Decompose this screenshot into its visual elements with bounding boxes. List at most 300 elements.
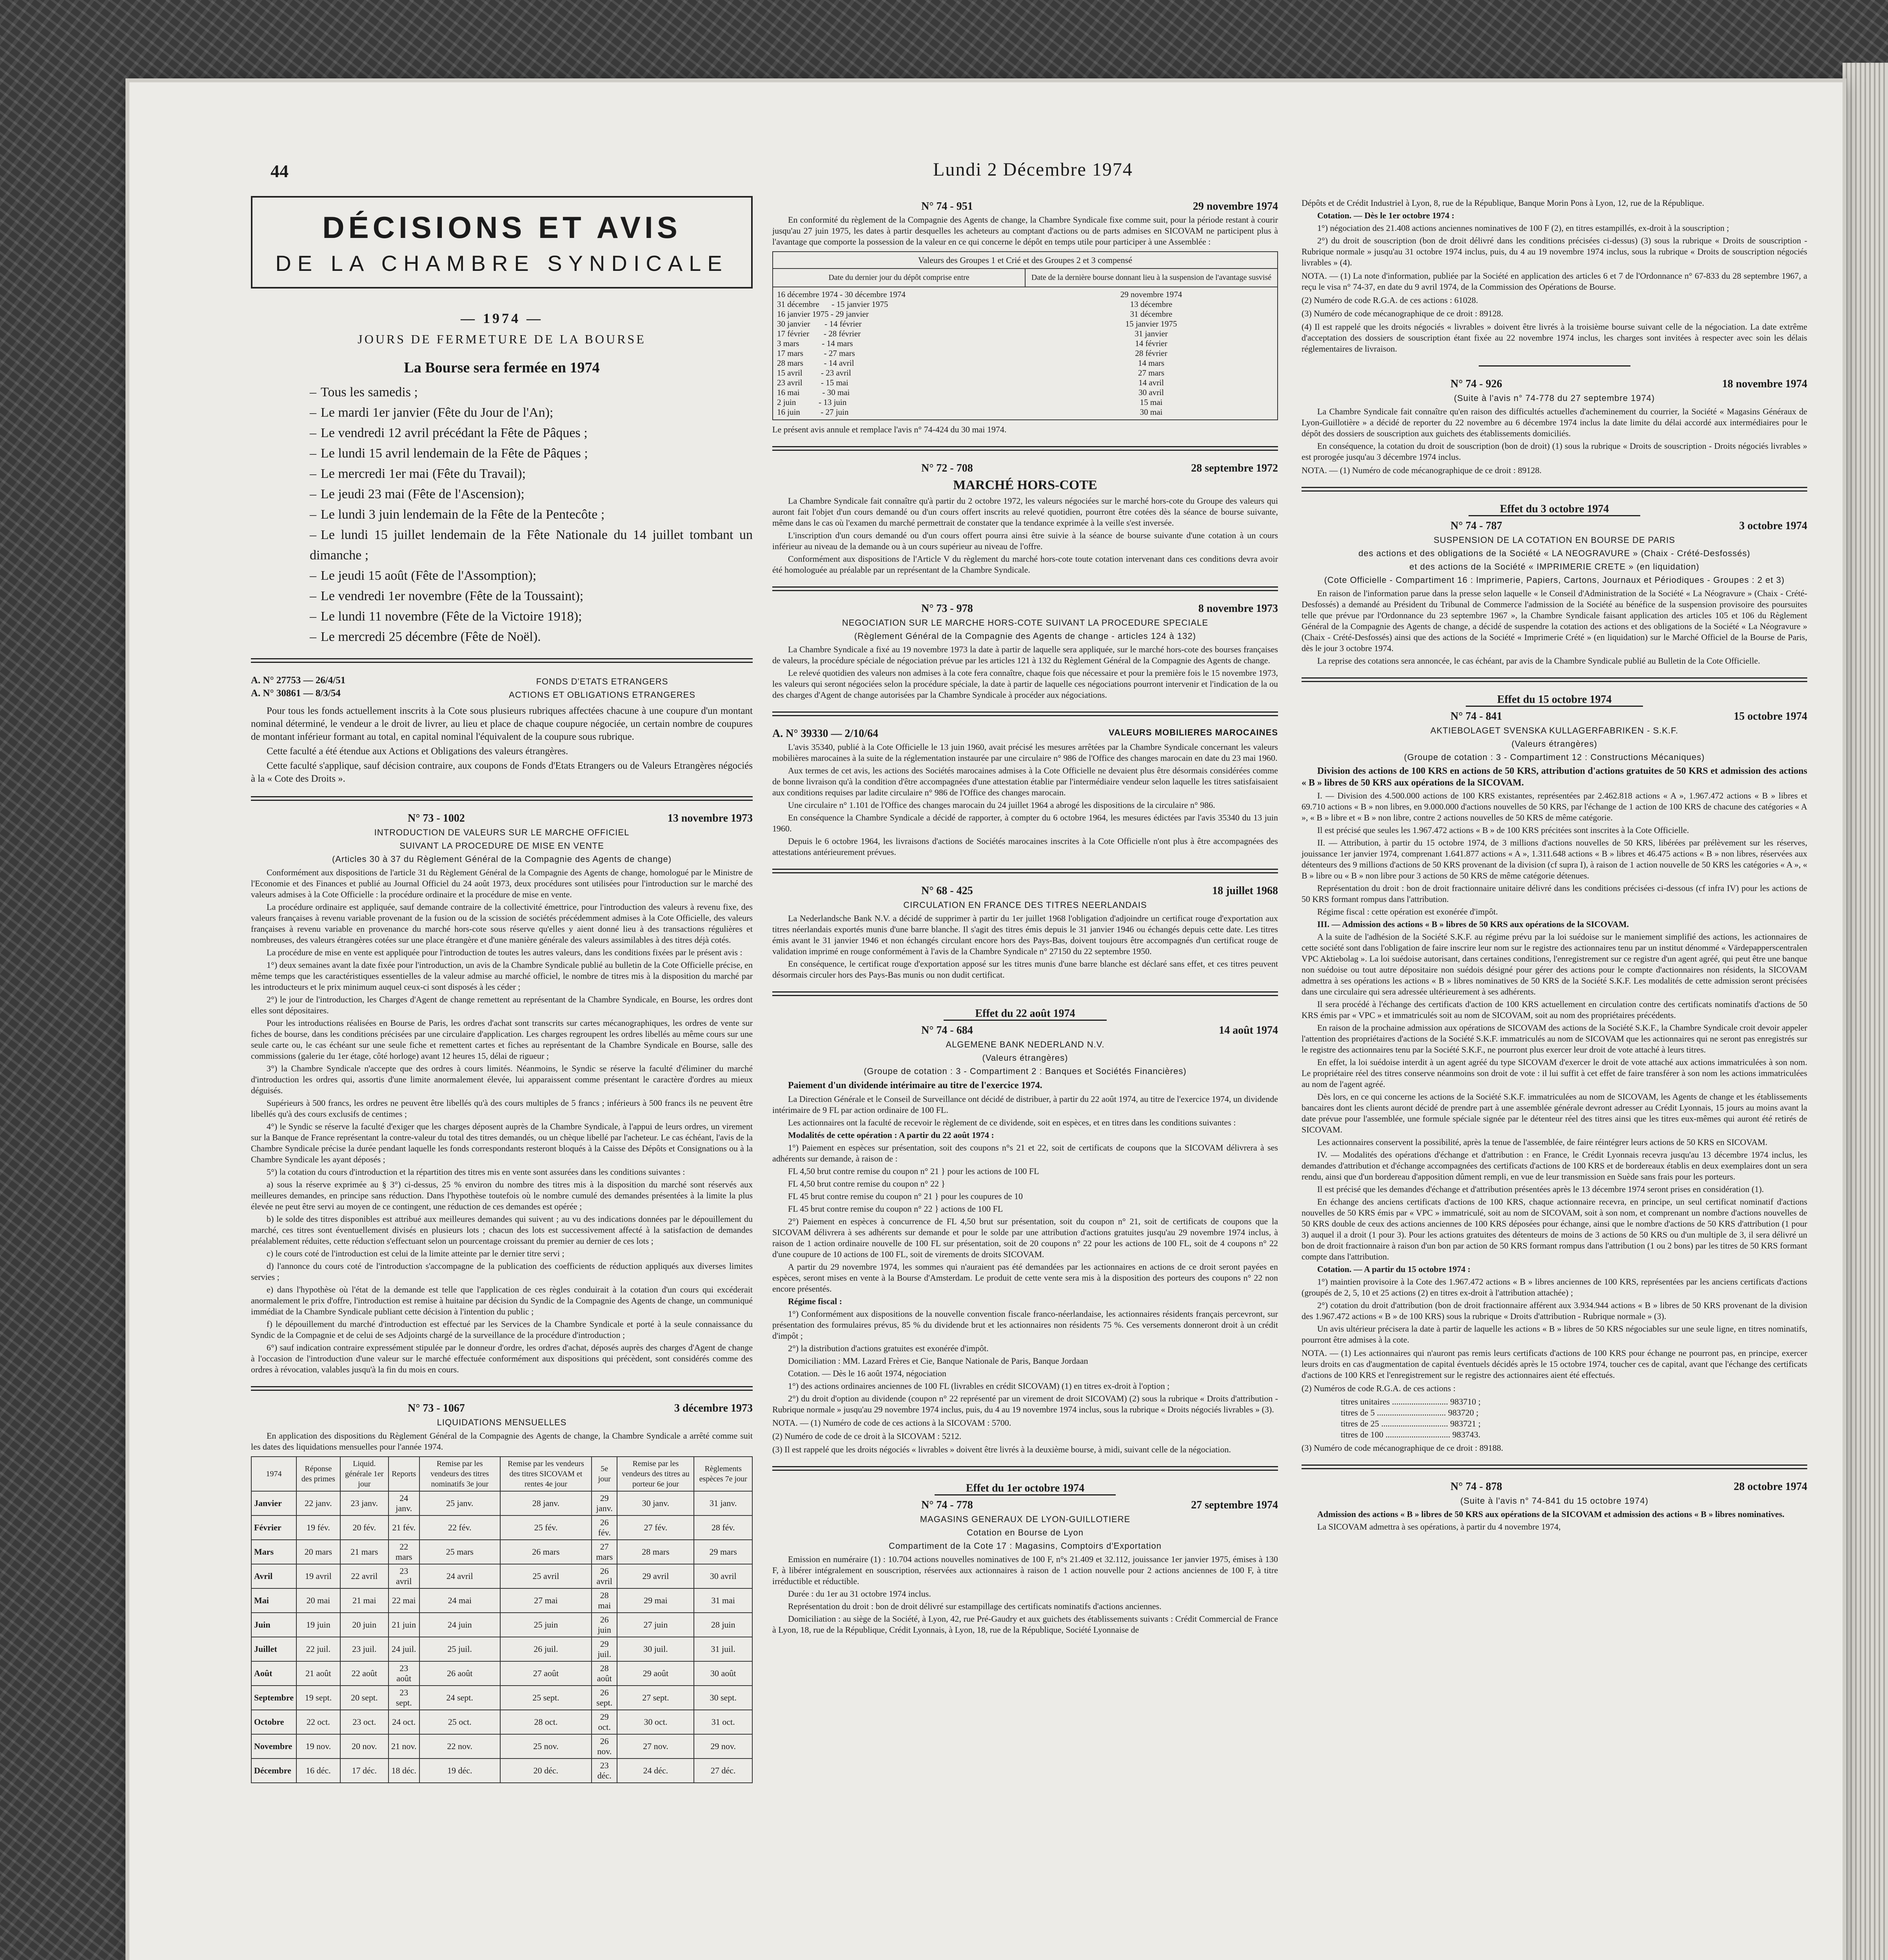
avis-header	[772, 602, 1278, 615]
avis-date: 28 septembre 1972	[1191, 462, 1278, 474]
table-cell: 25 avril	[500, 1564, 592, 1588]
avis-date: 18 novembre 1974	[1722, 378, 1807, 390]
fonds-header	[251, 674, 753, 703]
avis-title: SUSPENSION DE LA COTATION EN BOURSE DE PARIS	[1433, 535, 1676, 545]
avis-paragraph: A la suite de l'adhésion de la Société S.K.F. au régime prévu par la loi suédoise sur le maniement simplifié des actions, les actionnaires de cette société sont dans l'obligation de faire inscrire leur nom sur le registre des actionnaires tenu par un institut dénommé « Värdepapperscentralen VPC Aktiebolag ». La loi suédoise autorisant, dans certaines conditions, l'enregistrement sur ce registre d'un agent agréé, qui peut être une banque non suédoise ou tout autre dépositaire non suédois désigné pour gérer des actions pour le compte d'actionnaires non résidents, la SICOVAM admettra à ses opérations les actions « B » libres nominatives de 50 KRS de la Société S.K.F. Les modalités de cette admission seront précisées dans une circulaire qui sera adressée ultérieurement à ses adhérents.	[1302, 932, 1807, 996]
effet-heading: Effet du 1er octobre 1974	[772, 1482, 1278, 1495]
table-cell: 23 janv.	[340, 1491, 388, 1515]
table-cell: 22 nov.	[419, 1734, 500, 1759]
table-row	[251, 1588, 752, 1613]
table-cell: 27 août	[500, 1661, 592, 1686]
table-cell: 28 fév.	[694, 1515, 752, 1540]
avis-paragraph: Conformément aux dispositions de l'article 31 du Règlement Général de la Compagnie des Agents de change, homologué par le Ministre de l'Economie et des Finances et publié au Journal Officiel du 24 août 1973, deux procédures sont utilisées pour l'introduction sur le marché des valeurs admises à la Cote Officielle : la procédure ordinaire et la procédure de mise en vente.	[251, 867, 753, 899]
table-cell: 25 juil.	[419, 1637, 500, 1661]
avis-note: NOTA. — (1) Numéro de code de ces actions à la SICOVAM : 5700.	[772, 1418, 1011, 1428]
table-row	[251, 1686, 752, 1710]
avis-paragraph: IV. — Modalités des opérations d'échange et d'attribution : en France, le Crédit Lyonnais recevra jusqu'au 13 décembre 1974 inclus, les demandes d'attribution et d'échange accompagnées des certificats d'actions de 100 KRS et de bordereaux établis en deux exemplaires dont un sera rendu, ainsi que d'un bordereau d'apposition dûment rempli, en vue de leur transmission en Suède sans frais pour les porteurs.	[1302, 1150, 1807, 1181]
avis-paragraph: Régime fiscal : cette opération est exonérée d'impôt.	[1317, 907, 1498, 916]
book-page-edges	[1843, 63, 1888, 1960]
table-cell: 19 avril	[296, 1564, 340, 1588]
table-cell: 30 août	[694, 1661, 752, 1686]
avis-header	[251, 812, 753, 825]
section-divider	[251, 658, 753, 663]
avis-paragraph: d) l'annonce du cours coté de l'introduction s'accompagne de la publication des coefficients de réduction appliqués aux diverses limites servies ;	[251, 1261, 753, 1282]
avis-date: 3 décembre 1973	[674, 1402, 753, 1414]
short-divider	[1479, 365, 1630, 367]
avis-paragraph: En raison de la prochaine admission aux opérations de SICOVAM des actions de la Société S.K.F., la Chambre Syndicale croit devoir appeler l'attention des propriétaires d'actions de la Société S.K.F. immatriculés au nom de SICOVAM que les actionnaires qui ne seront pas enregistrés sur le registre des actionnaires tenu par la Société S.K.F., ne pourront plus exercer leur droit de vote attaché à leurs titres.	[1302, 1023, 1807, 1054]
avis-note: (4) Il est rappelé que les droits négociés « livrables » doivent être livrés à la troisième bourse suivant celle de la négociation. La date extrême d'acceptation des dossiers de souscription étant fixée au 22 novembre 1974 inclus, les charges sont invitées à respecter avec soin les délais réglementaires de livraison.	[1302, 322, 1807, 354]
effet-heading: Effet du 22 août 1974	[772, 1007, 1278, 1020]
avis-note: (2) Numéros de code R.G.A. de ces actions :	[1302, 1383, 1456, 1393]
avis-paragraph: 2°) le jour de l'introduction, les Charges d'Agent de change remettent au représentant de la Chambre Syndicale, en Bourse, les ordres dont elles sont dépositaires.	[251, 995, 753, 1015]
table-cell: 27 juin	[617, 1613, 694, 1637]
table-cell: 27 fév.	[617, 1515, 694, 1540]
column-3	[1302, 196, 1807, 1534]
avis-number: A. N° 39330 — 2/10/64	[772, 728, 879, 740]
avis-paragraph: 4°) le Syndic se réserve la faculté d'exiger que les charges déposent auprès de la Chambre Syndicale, à l'appui de leurs ordres, un virement sur la Banque de France représentant la contre-valeur du total des titres demandés, ou un chèque libellé par l'acheteur. Le cas échéant, l'avis de la Chambre Syndicale précise la durée pendant laquelle les fonds correspondants resteront bloqués à la Caisse des Dépôts et Consignations ou à la Chambre Syndicale les ayant déposés ;	[251, 1122, 753, 1164]
section-divider	[772, 586, 1278, 591]
table-cell: 27 mars	[592, 1540, 617, 1564]
table-header: Règlements espèces 7e jour	[694, 1457, 752, 1491]
table-cell: 26 nov.	[592, 1734, 617, 1759]
table-cell: 22 juil.	[296, 1637, 340, 1661]
table-cell: 20 juin	[340, 1613, 388, 1637]
table-cell: 19 nov.	[296, 1734, 340, 1759]
holiday-item: – Le lundi 11 novembre (Fête de la Victoire 1918);	[310, 609, 582, 624]
avis-paragraph: FL 45 brut contre remise du coupon n° 21 } pour les coupures de 10	[788, 1191, 1023, 1201]
avis-title: CIRCULATION EN FRANCE DES TITRES NEERLANDAIS	[903, 900, 1147, 910]
avis-number: N° 74 - 778	[921, 1499, 973, 1511]
fonds-paragraph: Pour tous les fonds actuellement inscrits à la Cote sous plusieurs rubriques affectées chacune à une coupure d'un montant nominal déterminé, le vendeur a le droit de livrer, au lieu et place de chaque coupure négociée, un certain nombre de coupures de montant inférieur formant au total, en capital nominal l'équivalent de la coupure sous rubrique.	[251, 706, 753, 742]
avis-date: 8 novembre 1973	[1198, 603, 1278, 615]
table-cell: 20 mars	[296, 1540, 340, 1564]
avis-paragraph: L'inscription d'un cours demandé ou d'un cours offert pourra ainsi être suivie à la séance de bourse suivante d'une cotation à un cours inférieur au niveau de la demande ou à un cours supérieur au niveau de l'offre.	[772, 530, 1278, 551]
table-row-month: Juillet	[251, 1637, 296, 1661]
avis-subtitle: et des actions de la Société « IMPRIMERIE CRETE » (en liquidation)	[1409, 562, 1699, 572]
avis-paragraph: III. — Admission des actions « B » libres de 50 KRS aux opérations de la SICOVAM.	[1317, 919, 1629, 929]
table-row	[251, 1734, 752, 1759]
avis-paragraph: II. — Attribution, à partir du 15 octobre 1974, de 3 millions d'actions nouvelles de 50 KRS, libérées par prélèvement sur les réserves, jouissance 1er janvier 1974, comprenant 1.641.877 actions « A », 1.311.648 actions « B » libres et 46.475 actions « B » non libres, réservées aux détenteurs des 9 millions d'actions de 50 KRS provenant de la division (cf supra I), à raison de 1 action nouvelle de 50 KRS les catégories « A », « B » libre ou « B » non libre pour 3 actions de 50 KRS de même catégorie détenues.	[1302, 838, 1807, 880]
table-row-month: Mai	[251, 1588, 296, 1613]
avis-bold-subtitle: Paiement d'un dividende intérimaire au titre de l'exercice 1974.	[788, 1080, 1042, 1091]
avis-paragraph: 6°) sauf indication contraire expressément stipulée par le donneur d'ordre, les ordres d'achat, déposés auprès des charges d'Agent de change à l'occasion de l'introduction d'une valeur sur le marché effectuée conformément aux dispositions qui précèdent, sont considérés comme des ordres à révocation, valables jusqu'à la fin du mois en cours.	[251, 1343, 753, 1374]
table-cell: 29 août	[617, 1661, 694, 1686]
section-divider	[772, 869, 1278, 873]
page-date: Lundi 2 Décembre 1974	[933, 159, 1133, 180]
table-cell: 29 mai	[617, 1588, 694, 1613]
column-1	[251, 196, 753, 1783]
table-cell: 16 déc.	[296, 1759, 340, 1783]
avis-paragraph: c) le cours coté de l'introduction est celui de la limite atteinte par le dernier titre servi ;	[267, 1249, 565, 1258]
avis-paragraph: Un avis ultérieur précisera la date à partir de laquelle les actions « B » libres de 50 KRS négociables sur une seule ligne, en titres nominatifs, pourront être admises à la cote.	[1302, 1324, 1807, 1345]
table-cell: 20 fév.	[340, 1515, 388, 1540]
avis-title: VALEURS MOBILIERES MAROCAINES	[1109, 728, 1278, 737]
table-cell: 25 mars	[419, 1540, 500, 1564]
avis-paragraph: FL 4,50 brut contre remise du coupon n° 21 } pour les actions de 100 FL	[788, 1166, 1039, 1176]
avis-paragraph: Représentation du droit : bon de droit fractionnaire unitaire délivré dans les conditions précisées ci-dessous (cf infra IV) pour les actions de 50 KRS formant rompus dans l'attribution.	[1302, 883, 1807, 904]
avis-paragraph: Les actionnaires conservent la possibilité, après la tenue de l'assemblée, de faire réintégrer leurs actions de 50 KRS en SICOVAM.	[1317, 1137, 1768, 1147]
avis-paragraph: 2°) du droit d'option au dividende (coupon n° 22 représenté par un virement de droit SICOVAM) (2) sous la rubrique « Droits d'attribution - Rubrique normale » jusqu'au 29 novembre 1974 inclus, puis, du 4 au 19 novembre 1974 inclus, sous la rubrique « Droits négociés livrables » (3).	[772, 1394, 1278, 1414]
avis-paragraph: En conséquence la Chambre Syndicale a décidé de rapporter, à compter du 6 octobre 1964, les mesures édictées par l'avis 35340 du 13 juin 1960.	[772, 813, 1278, 833]
avis-paragraph: Il est précisé que les demandes d'échange et d'attribution présentées après le 13 décembre 1974 seront prises en considération (1).	[1317, 1184, 1764, 1194]
avis-title: AKTIEBOLAGET SVENSKA KULLAGERFABRIKEN - S.K.F.	[1430, 726, 1679, 735]
table-header: Réponse des primes	[296, 1457, 340, 1491]
table-cell: 18 déc.	[388, 1759, 419, 1783]
avis-title: MARCHÉ HORS-COTE	[953, 478, 1097, 492]
avis-paragraph: 1°) maintien provisoire à la Cote des 1.967.472 actions « B » libres anciennes de 100 KRS, représentées par les anciens certificats d'actions (groupés de 2, 5, 10 et 25 actions (2) en titres ex-droit à l'attribution attachée) ;	[1302, 1277, 1807, 1298]
table-cell: 31 janv.	[694, 1491, 752, 1515]
avis-paragraph: Représentation du droit : bon de droit délivré sur estampillage des certificats nominatifs d'actions anciennes.	[788, 1601, 1162, 1611]
table-cell: 28 mai	[592, 1588, 617, 1613]
effet-heading: Effet du 3 octobre 1974	[1302, 503, 1807, 515]
holiday-item: – Le mercredi 1er mai (Fête du Travail);	[310, 466, 526, 481]
table-cell: 24 mai	[419, 1588, 500, 1613]
table-cell: 19 déc.	[419, 1759, 500, 1783]
avis-date: 14 août 1974	[1219, 1024, 1278, 1036]
holiday-item: – Le vendredi 12 avril précédant la Fête de Pâques ;	[310, 426, 588, 440]
table-cell: 20 sept.	[340, 1686, 388, 1710]
avis-paragraph: 1°) Conformément aux dispositions de la nouvelle convention fiscale franco-néerlandaise, les actionnaires résidents français percevront, sur présentation des formulaires prévus, 85 % du dividende brut et les actionnaires non résidents 75 %. Ces versements donneront droit à un crédit d'impôt ;	[772, 1309, 1278, 1341]
avis-paragraph: En échange des anciens certificats d'actions de 100 KRS, chaque actionnaire recevra, en principe, un seul certificat nominatif d'actions nouvelles de 50 KRS émis par « VPC » immatriculé, soit au nom de SICOVAM, soit à son nom, et comprenant un nombre d'actions nouvelles de 50 KRS double de ceux des actions anciennes de 100 KRS déposées pour échange, ainsi que le nombre d'actions de 50 KRS d'attribution (1 pour 3) auquel il a droit (1 pour 3). Pour les actions gratuites des détenteurs de moins de 3 actions de 50 KRS ou d'un multiple de 3, il sera délivré un bon de droit fractionnaire à raison d'un bon par action de 50 KRS formant rompus dans l'attribution (1 ou 2 bons) par les titres de 50 KRS formant compte dans l'attribution.	[1302, 1197, 1807, 1261]
avis-paragraph: Pour les introductions réalisées en Bourse de Paris, les ordres d'achat sont transcrits sur cartes mécanographiques, les ordres de vente sur fiches de bourse, dans les conditions précisées par une circulaire d'application. Les charges regroupent les ordres libellés au même cours sur une seule carte ou, le cas échéant sur une seule fiche et remettent cartes et fiches au représentant de la Chambre Syndicale en Bourse, salle des commissions (galerie du 1er étage, côté horloge) avant 12 heures 15, délai de rigueur ;	[251, 1018, 753, 1061]
avis-paragraph: 3°) la Chambre Syndicale n'accepte que des ordres à cours limités. Néanmoins, le Syndic se réserve la faculté d'éliminer du marché d'introduction les ordres qui, assortis d'une limite anormalement élevée, lui apparaissent comme présentant le caractère d'ordres au mieux déguisés.	[251, 1063, 753, 1095]
avis-paragraph: f) le dépouillement du marché d'introduction est effectué par les Services de la Chambre Syndicale et porté à la seule connaissance du Syndic de la Compagnie et de celui de ses Adjoints chargé de la surveillance de la procédure d'introduction ;	[251, 1319, 753, 1340]
avis-title: NEGOCIATION SUR LE MARCHE HORS-COTE SUIVANT LA PROCEDURE SPECIALE	[842, 618, 1209, 628]
table-header: 5e jour	[592, 1457, 617, 1491]
avis-header	[772, 1499, 1278, 1512]
table-cell: 21 nov.	[388, 1734, 419, 1759]
holiday-item: – Le lundi 15 juillet lendemain de la Fête Nationale du 14 juillet tombant un dimanche ;	[310, 528, 753, 563]
table-cell: 22 fév.	[419, 1515, 500, 1540]
table-row	[251, 1540, 752, 1564]
main-subtitle: DE LA CHAMBRE SYNDICALE	[275, 251, 728, 276]
avis-paragraph: FL 45 brut contre remise du coupon n° 22 } actions de 100 FL	[788, 1204, 1003, 1214]
table-cell: 21 août	[296, 1661, 340, 1686]
avis-paragraph: 5°) la cotation du cours d'introduction et la répartition des titres mis en vente sont assurées dans les conditions suivantes :	[267, 1167, 685, 1177]
table-cell: 25 oct.	[419, 1710, 500, 1734]
avis-note: NOTA. — (1) Numéro de code mécanographique de ce droit : 89128.	[1302, 465, 1542, 475]
table-header: Liquid. générale 1er jour	[340, 1457, 388, 1491]
avis-number: N° 74 - 841	[1450, 710, 1502, 722]
table-cell: 28 août	[592, 1661, 617, 1686]
avis-paragraph: En effet, la loi suédoise interdit à un agent agréé du type SICOVAM d'exercer le droit de vote attaché aux actions immatriculées à son nom. Le propriétaire réel des titres conserve néanmoins son droit de vote : il lui suffit à cet effet de faire transférer à son nom les actions immatriculées au nom de l'agent agréé.	[1302, 1057, 1807, 1089]
fonds-title-1: FONDS D'ETATS ETRANGERS	[536, 677, 668, 686]
table-header-row	[251, 1457, 752, 1491]
avis-paragraph: L'avis 35340, publié à la Cote Officielle le 13 juin 1960, avait précisé les mesures arrêtées par la Chambre Syndicale concernant les valeurs mobilières marocaines à la suite de la réglementation instaurée par une circulaire n° 986 de l'Office des changes marocain en date du 23 mai 1960.	[772, 742, 1278, 763]
avis-paragraph: A partir du 29 novembre 1974, les sommes qui n'auraient pas été demandées par les actionnaires en actions de ce droit seront payées en espèces, seront mises en vente à la Bourse d'Amsterdam. Le produit de cette vente sera mis à la disposition des porteurs des coupons n° 22 non encore présentés.	[772, 1262, 1278, 1294]
avis-paragraph: 1°) deux semaines avant la date fixée pour l'introduction, un avis de la Chambre Syndicale publié au bulletin de la Cote Officielle précise, en même temps que les caractéristiques essentielles de la valeur admise au marché officiel, le nombre de titres mis à la disposition du marché par les introducteurs et le prix minimum auquel ceux-ci sont disposés à les céder ;	[251, 960, 753, 992]
table-cell: 26 juin	[592, 1613, 617, 1637]
avis-number: N° 68 - 425	[921, 885, 973, 897]
table-cell: 23 avril	[388, 1564, 419, 1588]
section-divider	[772, 991, 1278, 996]
table-row	[251, 1564, 752, 1588]
table-cell: 31 oct.	[694, 1710, 752, 1734]
avis-header	[251, 1402, 753, 1415]
table-cell: 28 mars	[617, 1540, 694, 1564]
avis-number: N° 73 - 1067	[408, 1402, 465, 1414]
table-header: Remise par les vendeurs des titres nominatifs 3e jour	[419, 1457, 500, 1491]
avis-header	[1302, 710, 1807, 723]
table-cell: 21 mai	[340, 1588, 388, 1613]
holiday-item: – Le lundi 15 avril lendemain de la Fête de Pâques ;	[310, 446, 588, 461]
avis-note: (3) Il est rappelé que les droits négociés « livrables » doivent être livrés à la deuxième bourse, à midi, suivant celle de la négociation.	[772, 1445, 1231, 1454]
liquidations-table	[251, 1456, 753, 1783]
avis-number: N° 74 - 684	[921, 1024, 973, 1036]
avis-paragraph: Cotation. — Dès le 1er octobre 1974 :	[1317, 211, 1454, 220]
table-cell: 24 janv.	[388, 1491, 419, 1515]
avis-title: LIQUIDATIONS MENSUELLES	[437, 1417, 567, 1427]
table-cell: 22 mai	[388, 1588, 419, 1613]
box-header: Date du dernier jour du dépôt comprise entre	[773, 269, 1026, 287]
section-divider	[772, 1466, 1278, 1471]
avis-number: N° 74 - 787	[1450, 520, 1502, 532]
avis-paragraph: a) sous la réserve exprimée au § 3°) ci-dessus, 25 % environ du nombre des titres mis à la disposition du marché sont réservés aux meilleures demandes, en principe sans réduction. Dans l'hypothèse toutefois où le nombre cumulé des demandes présentées à la limite la plus élevée ne peut être servi au moyen de ce contingent, une réduction de ces demandes est opérée ;	[251, 1180, 753, 1211]
avis-subtitle: (Articles 30 à 37 du Règlement Général de la Compagnie des Agents de change)	[332, 854, 672, 864]
avis-number: N° 73 - 1002	[408, 812, 465, 824]
table-cell: 20 nov.	[340, 1734, 388, 1759]
avis-paragraph: La Chambre Syndicale fait connaître qu'à partir du 2 octobre 1972, les valeurs négociées sur le marché hors-cote du Groupe des valeurs qui auront fait l'objet d'un cours demandé ou d'un cours offert inscrits au relevé quotidien, pourront être cotées dès la séance de bourse suivante, même dans le cas où l'examen du marché permettrait de constater que la tendance exprimée à la veille s'est inversée.	[772, 496, 1278, 528]
box-column-last-bourse: 29 novembre 1974 13 décembre 31 décembre 15 janvier 1975 31 janvier 14 février 28 février 14 mars 27 mars 14 avril 30 avril 15 mai 30 mai	[1120, 290, 1182, 417]
avis-paragraph: Dépôts et de Crédit Industriel à Lyon, 8, rue de la République, Banque Morin Pons à Lyon, 12, rue de la République.	[1302, 198, 1705, 208]
closure-section-title: JOURS DE FERMETURE DE LA BOURSE	[358, 332, 646, 346]
section-divider	[251, 796, 753, 801]
avis-paragraph: Depuis le 6 octobre 1964, les livraisons d'actions de Sociétés marocaines inscrites à la Cote Officielle n'ont plus à être accompagnées des attestations antérieurement prévues.	[772, 836, 1278, 857]
avis-subtitle: Cotation en Bourse de Lyon	[967, 1528, 1084, 1537]
table-cell: 26 août	[419, 1661, 500, 1686]
table-cell: 29 janv.	[592, 1491, 617, 1515]
table-cell: 21 mars	[340, 1540, 388, 1564]
section-divider	[772, 711, 1278, 716]
table-cell: 22 août	[340, 1661, 388, 1686]
table-cell: 24 déc.	[617, 1759, 694, 1783]
avis-bold-subtitle: Division des actions de 100 KRS en actions de 50 KRS, attribution d'actions gratuites de 50 KRS et admission des actions « B » libres de 50 KRS aux opérations de la SICOVAM.	[1302, 766, 1807, 788]
holiday-item: – Le lundi 3 juin lendemain de la Fête de la Pentecôte ;	[310, 507, 605, 522]
avis-subtitle: (Groupe de cotation : 3 - Compartiment 12 : Constructions Mécaniques)	[1404, 752, 1705, 762]
table-cell: 24 oct.	[388, 1710, 419, 1734]
avis-paragraph: Régime fiscal :	[788, 1296, 842, 1306]
avis-paragraph: La procédure de mise en vente est appliquée pour l'introduction de toutes les autres valeurs, dans les conditions fixées par le présent avis :	[267, 947, 742, 957]
avis-note: (2) Numéro de code R.G.A. de ces actions : 61028.	[1302, 295, 1478, 305]
year-heading: — 1974 —	[461, 310, 543, 326]
avis-1002-body	[251, 867, 753, 1375]
avis-paragraph: Domiciliation : au siège de la Société, à Lyon, 42, rue Pré-Gaudry et aux guichets des établissements suivants : Crédit Commercial de France à Lyon, 18, rue de la République, Crédit Lyonnais, à Lyon, 18, rue de la République, Société Lyonnaise de	[772, 1614, 1278, 1635]
table-cell: 27 mai	[500, 1588, 592, 1613]
avis-paragraph: b) le solde des titres disponibles est attribué aux meilleures demandes qui suivent ; au vu des indications données par le dépouillement du marché, ces titres sont éventuellement divisés en plusieurs lots ; chacun des lots est successivement affecté à la satisfaction de demandes préalablement réduites, cette réduction s'effectuant selon un pourcentage croissant du premier au dernier de ces lots ;	[251, 1214, 753, 1246]
avis-header	[1302, 377, 1807, 390]
avis-note: titres de 100 .............................. 983743.	[1341, 1430, 1481, 1439]
table-cell: 25 juin	[500, 1613, 592, 1637]
avis-paragraph: En raison de l'information parue dans la presse selon laquelle « le Conseil d'Administration de la Société « La Néogravure » (Chaix - Crété-Desfossés) a demandé au Président du Tribunal de Commerce l'admission de la Société au bénéfice de la suspension provisoire des poursuites telle que prévue par l'Ordonnance du 23 septembre 1967 », la Chambre Syndicale faisant application des articles 105 et 106 du Règlement Général de la Compagnie des Agents de change, a décidé de suspendre la cotation des actions et des obligations de la Société « La Néogravure » (Chaix - Crété-Desfossés) ainsi que des actions de la Société « Imprimerie Crété » (en liquidation) sur le Marché Officiel de la Bourse de Paris, dès le jour 3 octobre 1974.	[1302, 588, 1807, 653]
avis-paragraph: Durée : du 1er au 31 octobre 1974 inclus.	[788, 1589, 931, 1599]
table-header: Remise par les vendeurs des titres au porteur 6e jour	[617, 1457, 694, 1491]
avis-title: MAGASINS GENERAUX DE LYON-GUILLOTIERE	[920, 1514, 1131, 1524]
section-divider	[1302, 487, 1807, 492]
avis-number: N° 73 - 978	[921, 603, 973, 615]
table-cell: 29 oct.	[592, 1710, 617, 1734]
avis-title: INTRODUCTION DE VALEURS SUR LE MARCHE OFFICIEL	[374, 828, 630, 837]
avis-subtitle: (Groupe de cotation : 3 - Compartiment 2 : Banques et Sociétés Financières)	[864, 1066, 1187, 1076]
avis-date: 15 octobre 1974	[1734, 710, 1807, 722]
section-divider	[1302, 677, 1807, 682]
table-cell: 28 janv.	[500, 1491, 592, 1515]
avis-paragraph: 2°) la distribution d'actions gratuites est exonérée d'impôt.	[788, 1343, 989, 1353]
bourse-closed-heading: La Bourse sera fermée en 1974	[404, 359, 600, 376]
avis-date: 13 novembre 1973	[667, 812, 753, 824]
avis-paragraph: FL 4,50 brut contre remise du coupon n° 22 }	[788, 1179, 946, 1189]
avis-paragraph: Cotation. — A partir du 15 octobre 1974 :	[1317, 1264, 1470, 1274]
avis-paragraph: La Chambre Syndicale a fixé au 19 novembre 1973 la date à partir de laquelle sera appliquée, sur le marché hors-cote des bourses françaises de valeurs, la procédure spéciale de négociation prévue par les articles 121 à 132 du Règlement Général de la Compagnie des Agents de change.	[772, 644, 1278, 665]
table-cell: 21 fév.	[388, 1515, 419, 1540]
avis-paragraph: 1°) Paiement en espèces sur présentation, soit des coupons n°s 21 et 22, soit de certificats de coupons que la SICOVAM délivrera à ses adhérents sur demande, à raison de :	[772, 1143, 1278, 1163]
holiday-item: – Le mercredi 25 décembre (Fête de Noël).	[310, 630, 541, 644]
table-cell: 28 oct.	[500, 1710, 592, 1734]
table-cell: 19 juin	[296, 1613, 340, 1637]
table-cell: 23 juil.	[340, 1637, 388, 1661]
table-row-month: Septembre	[251, 1686, 296, 1710]
table-cell: 25 fév.	[500, 1515, 592, 1540]
avis-subtitle: (Suite à l'avis n° 74-778 du 27 septembre 1974)	[1454, 393, 1655, 403]
section-divider	[1302, 1465, 1807, 1469]
table-cell: 26 fév.	[592, 1515, 617, 1540]
avis-paragraph: La SICOVAM admettra à ses opérations, à partir du 4 novembre 1974,	[1317, 1522, 1561, 1532]
avis-title: SUIVANT LA PROCEDURE DE MISE EN VENTE	[399, 841, 604, 851]
avis-paragraph: e) dans l'hypothèse où l'état de la demande est telle que l'application de ces règles conduirait à la cotation d'un cours qui excéderait anormalement le prix d'offre, l'introduction est remise à huitaine par décision du Syndic de la Compagnie des Agents de change, un communiqué immédiat de la Chambre Syndicale publiant cette décision à l'intention du public ;	[251, 1285, 753, 1316]
table-cell: 30 oct.	[617, 1710, 694, 1734]
avis-paragraph: En conséquence, la cotation du droit de souscription (bon de droit) (1) sous la rubrique « Droits de souscription - Droits négociés livrables » est prorogée jusqu'au 3 décembre 1974 inclus.	[1302, 441, 1807, 462]
avis-paragraph: Aux termes de cet avis, les actions des Sociétés marocaines admises à la Cote Officielle ne devaient plus être désormais considérées comme de bonne livraison qu'à la condition d'être accompagnées d'une attestation établie par l'intermédiaire vendeur selon laquelle les titres satisfaisaient aux conditions requises par ladite circulaire n° 986 de l'Office des changes marocain.	[772, 766, 1278, 797]
table-row	[251, 1515, 752, 1540]
avis-header	[772, 884, 1278, 897]
avis-date: 18 juillet 1968	[1212, 885, 1278, 897]
holiday-list	[251, 382, 753, 647]
avis-paragraph: En conformité du règlement de la Compagnie des Agents de change, la Chambre Syndicale fixe comme suit, pour la période restant à courir jusqu'au 27 juin 1975, les dates à partir desquelles les acheteurs au comptant d'actions ou de parts admises en SICOVAM ne participent plus à l'avantage que comporte la possession de la valeur en ce qui concerne le dépôt en temps utile pour participer à une Assemblée :	[772, 215, 1278, 247]
table-cell: 26 juil.	[500, 1637, 592, 1661]
avis-paragraph: La procédure ordinaire est appliquée, sauf demande contraire de la collectivité émettrice, pour l'introduction des valeurs à revenu fixe, des valeurs françaises à revenu variable provenant de la fusion ou de la scission de sociétés précédemment admises à la Cote Officielle, des valeurs françaises à revenu variable en provenance du marché hors-cote sous réserve qu'elles y aient donné lieu à des transactions régulières et nombreuses, des valeurs étrangères cotées sur une place étrangère et d'une manière générale des valeurs assimilables à des titres déjà cotés.	[251, 902, 753, 945]
deposit-dates-box	[772, 251, 1278, 420]
effet-heading: Effet du 15 octobre 1974	[1302, 693, 1807, 706]
table-cell: 31 juil.	[694, 1637, 752, 1661]
table-cell: 29 juil.	[592, 1637, 617, 1661]
avis-date: 27 septembre 1974	[1191, 1499, 1278, 1511]
avis-subtitle: Compartiment de la Cote 17 : Magasins, Comptoirs d'Exportation	[889, 1541, 1162, 1551]
avis-date: 28 octobre 1974	[1734, 1481, 1807, 1493]
table-cell: 22 avril	[340, 1564, 388, 1588]
avis-subtitle: (Valeurs étrangères)	[1511, 739, 1598, 749]
avis-paragraph: En application des dispositions du Règlement Général de la Compagnie des Agents de change, la Chambre Syndicale a arrêté comme suit les dates des liquidations mensuelles pour l'année 1974.	[251, 1431, 753, 1452]
fonds-paragraph: Cette faculté a été étendue aux Actions et Obligations des valeurs étrangères.	[267, 746, 568, 757]
table-cell: 22 janv.	[296, 1491, 340, 1515]
avis-paragraph: La reprise des cotations sera annoncée, le cas échéant, par avis de la Chambre Syndicale publié au Bulletin de la Cote Officielle.	[1317, 656, 1760, 666]
avis-paragraph: 1°) négociation des 21.408 actions anciennes nominatives de 100 F (2), en titres estampillés, ex-droit à la souscription ;	[1317, 223, 1729, 233]
avis-paragraph: Modalités de cette opération : A partir du 22 août 1974 :	[788, 1130, 994, 1140]
avis-note: (3) Numéro de code mécanographique de ce droit : 89188.	[1302, 1443, 1503, 1453]
avis-paragraph: Une circulaire n° 1.101 de l'Office des changes marocain du 24 juillet 1964 a abrogé les dispositions de la circulaire n° 986.	[788, 800, 1215, 810]
table-row	[251, 1637, 752, 1661]
table-row-month: Décembre	[251, 1759, 296, 1783]
avis-header	[772, 727, 1278, 740]
avis-number: N° 74 - 926	[1450, 378, 1502, 390]
avis-paragraph: Conformément aux dispositions de l'Article V du règlement du marché hors-cote toute cotation intervenant dans ces conditions devra avoir été homologuée au préalable par un représentant de la Chambre Syndicale.	[772, 554, 1278, 575]
avis-paragraph: Admission des actions « B » libres de 50 KRS aux opérations de la SICOVAM et admission des actions « B » libres nominatives.	[1317, 1509, 1785, 1519]
table-row-month: Mars	[251, 1540, 296, 1564]
table-row	[251, 1710, 752, 1734]
table-cell: 25 sept.	[500, 1686, 592, 1710]
avis-note: (3) Numéro de code mécanographique de ce droit : 89128.	[1302, 309, 1503, 318]
table-cell: 23 août	[388, 1661, 419, 1686]
fonds-ref-2: A. N° 30861 — 8/3/54	[251, 688, 341, 699]
section-divider	[772, 446, 1278, 451]
table-cell: 24 juil.	[388, 1637, 419, 1661]
table-row-month: Août	[251, 1661, 296, 1686]
fonds-title-2: ACTIONS ET OBLIGATIONS ETRANGERES	[509, 690, 695, 700]
avis-paragraph: 2°) du droit de souscription (bon de droit délivré dans les conditions précisées ci-dessus) (3) sous la rubrique « Droits de souscription - Rubrique normale » jusqu'au 31 octobre 1974 inclus, puis, du 4 au 19 novembre 1974 inclus, sous la rubrique « Droits de souscription négociés livrables » (4).	[1302, 236, 1807, 267]
decisions-title-box	[251, 196, 753, 289]
table-cell: 27 déc.	[694, 1759, 752, 1783]
table-row-month: Juin	[251, 1613, 296, 1637]
avis-paragraph: Il est précisé que seules les 1.967.472 actions « B » de 100 KRS précitées sont inscrites à la Cote Officielle.	[1317, 825, 1689, 835]
holiday-item: – Le jeudi 23 mai (Fête de l'Ascension);	[310, 487, 525, 501]
avis-subtitle: (Cote Officielle - Compartiment 16 : Imprimerie, Papiers, Cartons, Journaux et Périodiques - Groupes : 2 et 3)	[1324, 575, 1785, 585]
table-row	[251, 1613, 752, 1637]
table-cell: 30 janv.	[617, 1491, 694, 1515]
table-cell: 17 déc.	[340, 1759, 388, 1783]
avis-paragraph: Le relevé quotidien des valeurs non admises à la cote fera connaître, chaque fois que nécessaire et pour la première fois le 15 novembre 1973, les valeurs qui seront négociées selon la procédure spéciale, la date à partir de laquelle ces négociations pourront intervenir et l'indication de la ou des charges d'Agent de change autorisées par la Chambre Syndicale à procéder aux négociations.	[772, 668, 1278, 700]
avis-note: titres de 5 ................................ 983720 ;	[1341, 1408, 1479, 1417]
avis-number: N° 72 - 708	[921, 462, 973, 474]
avis-subtitle: (Suite à l'avis n° 74-841 du 15 octobre 1974)	[1460, 1496, 1648, 1506]
avis-subtitle: (Règlement Général de la Compagnie des Agents de change - articles 124 à 132)	[854, 631, 1196, 641]
page-number: 44	[270, 161, 289, 181]
table-row	[251, 1491, 752, 1515]
avis-date: 3 octobre 1974	[1739, 520, 1807, 532]
table-header: 1974	[251, 1457, 296, 1491]
newspaper-page	[129, 82, 1843, 1960]
box-caption: Valeurs des Groupes 1 et Crié et des Groupes 2 et 3 compensé	[773, 252, 1277, 269]
avis-note: NOTA. — (1) La note d'information, publiée par la Société en application des articles 6 et 7 de l'Ordonnance n° 67-833 du 28 septembre 1967, a reçu le visa n° 74-37, en date du 9 avril 1974, de la Commission des Opérations de Bourse.	[1302, 271, 1807, 292]
section-divider	[251, 1386, 753, 1391]
avis-paragraph: En conséquence, le certificat rouge d'exportation apposé sur les titres munis d'une barre blanche est déclaré sans effet, et ces titres peuvent désormais circuler hors des Pays-Bas munis ou non dudit certificat.	[772, 959, 1278, 980]
avis-number: N° 74 - 951	[921, 200, 973, 212]
table-row	[251, 1661, 752, 1686]
avis-paragraph: La Direction Générale et le Conseil de Surveillance ont décidé de distribuer, à partir du 22 août 1974, au titre de l'exercice 1974, un dividende intérimaire de 9 FL par action ordinaire de 100 FL.	[772, 1094, 1278, 1115]
avis-paragraph: Supérieurs à 500 francs, les ordres ne peuvent être libellés qu'à des cours multiples de 5 francs ; inférieurs à 500 francs ils ne peuvent être libellés qu'à des cours exclusifs de centimes ;	[251, 1098, 753, 1119]
avis-note: Le présent avis annule et remplace l'avis n° 74-424 du 30 mai 1974.	[772, 425, 1007, 434]
avis-title: ALGEMENE BANK NEDERLAND N.V.	[946, 1040, 1105, 1049]
avis-note: (2) Numéro de code de ce droit à la SICOVAM : 5212.	[772, 1431, 962, 1441]
box-header: Date de la dernière bourse donnant lieu à la suspension de l'avantage susvisé	[1031, 273, 1272, 282]
table-cell: 30 avril	[694, 1564, 752, 1588]
table-row-month: Novembre	[251, 1734, 296, 1759]
table-row-month: Avril	[251, 1564, 296, 1588]
table-cell: 29 nov.	[694, 1734, 752, 1759]
avis-paragraph: I. — Division des 4.500.000 actions de 100 KRS existantes, représentées par 2.462.818 actions « A », 1.967.472 actions « B » libres et 69.710 actions « B » non libres, en 9.000.000 d'actions nouvelles de 50 KRS, par l'échange de 1 action de 100 KRS de chacune des catégories « A », « B » libre et « B » non libre, contre 2 actions nouvelles de 50 KRS de même catégorie.	[1302, 791, 1807, 822]
main-title: DÉCISIONS ET AVIS	[322, 210, 681, 245]
avis-note: titres de 25 ............................... 983721 ;	[1341, 1419, 1481, 1428]
table-cell: 20 déc.	[500, 1759, 592, 1783]
fonds-ref-1: A. N° 27753 — 26/4/51	[251, 675, 346, 686]
liquidations-table-body	[251, 1491, 752, 1783]
table-row-month: Janvier	[251, 1491, 296, 1515]
avis-paragraph: Les actionnaires ont la faculté de recevoir le règlement de ce dividende, soit en espèces, et en titres dans les conditions suivantes :	[788, 1118, 1236, 1127]
avis-paragraph: Domiciliation : MM. Lazard Frères et Cie, Banque Nationale de Paris, Banque Jordaan	[788, 1356, 1088, 1366]
avis-header	[772, 1024, 1278, 1037]
table-cell: 27 nov.	[617, 1734, 694, 1759]
table-cell: 23 oct.	[340, 1710, 388, 1734]
avis-date: 29 novembre 1974	[1193, 200, 1278, 212]
table-cell: 26 sept.	[592, 1686, 617, 1710]
table-cell: 21 juin	[388, 1613, 419, 1637]
